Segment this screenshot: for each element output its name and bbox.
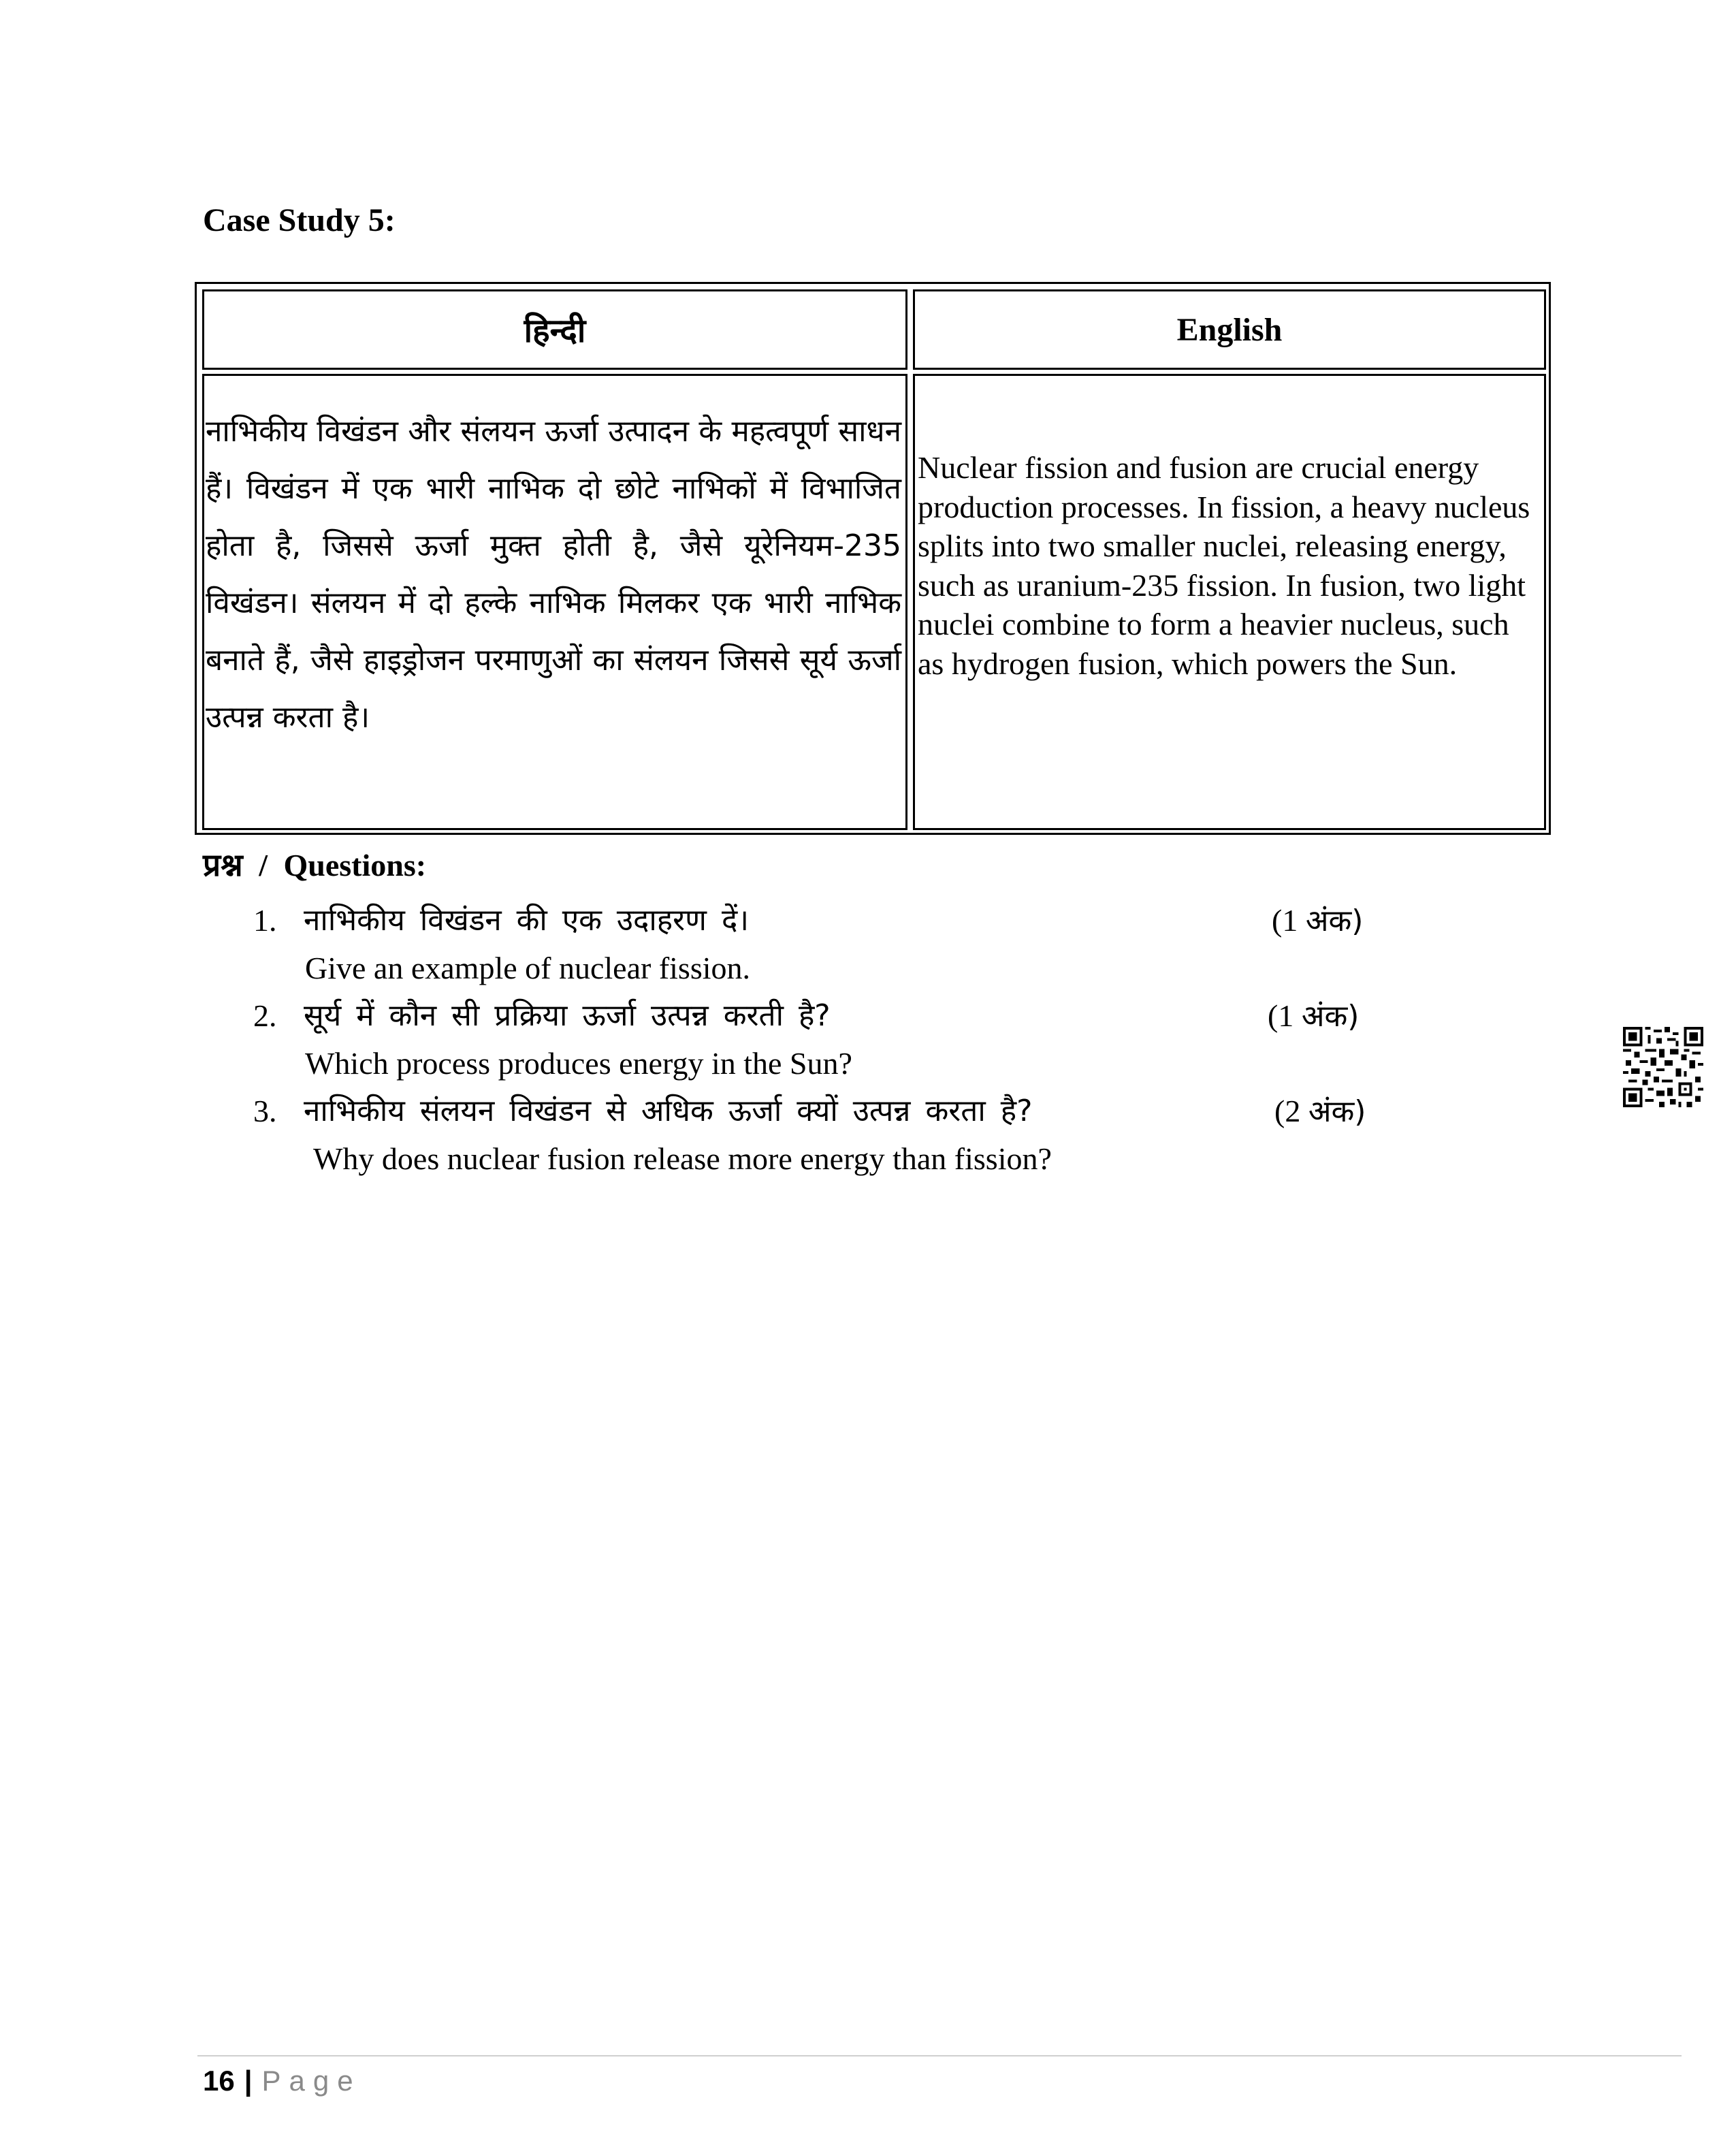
qr-code-icon	[1623, 1027, 1703, 1107]
questions-heading-english: Questions:	[283, 848, 427, 883]
marks-word: अंक)	[1301, 999, 1360, 1034]
question-english: Why does nuclear fusion release more energy than fission?	[313, 1141, 1052, 1176]
marks-number: (1	[1272, 903, 1298, 938]
question-number: 1.	[253, 903, 277, 938]
question-number: 2.	[253, 998, 277, 1033]
question-hindi: नाभिकीय विखंडन की एक उदाहरण दें।	[304, 903, 749, 938]
hindi-passage: नाभिकीय विखंडन और संलयन ऊर्जा उत्पादन के महत्वपूर्ण साधन हैं। विखंडन में एक भारी नाभिक दो छोटे नाभिकों में विभाजित होता है, जिससे ऊर्जा मुक्त होती है, जैसे यूरेनियम-235 विखंडन। संलयन में दो हल्के नाभिक मिलकर एक भारी नाभिक बनाते हैं, जैसे हाइड्रोजन परमाणुओं का संलयन जिससे सूर्य ऊर्जा उत्पन्न करता है।	[206, 414, 901, 735]
question-english: Which process produces energy in the Sun?	[305, 1046, 852, 1081]
question-hindi: नाभिकीय संलयन विखंडन से अधिक ऊर्जा क्यों उत्पन्न करता है?	[304, 1094, 1033, 1128]
case-study-table	[195, 282, 1551, 835]
hindi-column-header: हिन्दी	[202, 289, 907, 370]
question-marks	[1274, 1092, 1366, 1131]
question-hindi: सूर्य में कौन सी प्रक्रिया ऊर्जा उत्पन्न करती है?	[304, 998, 831, 1033]
question-item-3	[0, 1092, 1736, 1188]
question-item-2	[0, 997, 1736, 1092]
question-marks	[1272, 902, 1363, 940]
footer-separator: |	[244, 2065, 253, 2097]
case-study-title: Case Study 5:	[203, 202, 396, 238]
question-item-1	[0, 902, 1736, 997]
footer-rule	[197, 2055, 1682, 2056]
questions-heading-slash: /	[259, 848, 268, 883]
english-passage-cell	[913, 374, 1546, 830]
marks-number: (1	[1268, 998, 1294, 1033]
page-label: Page	[261, 2065, 361, 2097]
page-number: 16	[203, 2065, 235, 2097]
marks-number: (2	[1274, 1094, 1301, 1128]
questions-heading-hindi: प्रश्न	[203, 846, 243, 883]
question-number: 3.	[253, 1094, 277, 1128]
questions-heading	[203, 843, 426, 885]
marks-word: अंक)	[1308, 1094, 1366, 1129]
hindi-passage-cell	[202, 374, 907, 830]
page-footer	[203, 2065, 361, 2097]
english-passage: Nuclear fission and fusion are crucial energy production processes. In fission, a heavy nucleus splits into two smaller nuclei, releasing energy, such as uranium-235 fission. In fusion, two light nuclei combine to form a heavier nucleus, such as hydrogen fusion, which powers the Sun.	[918, 450, 1530, 681]
question-english: Give an example of nuclear fission.	[305, 951, 750, 985]
english-column-header: English	[913, 289, 1546, 370]
question-marks	[1268, 997, 1359, 1036]
marks-word: अंक)	[1305, 904, 1364, 938]
